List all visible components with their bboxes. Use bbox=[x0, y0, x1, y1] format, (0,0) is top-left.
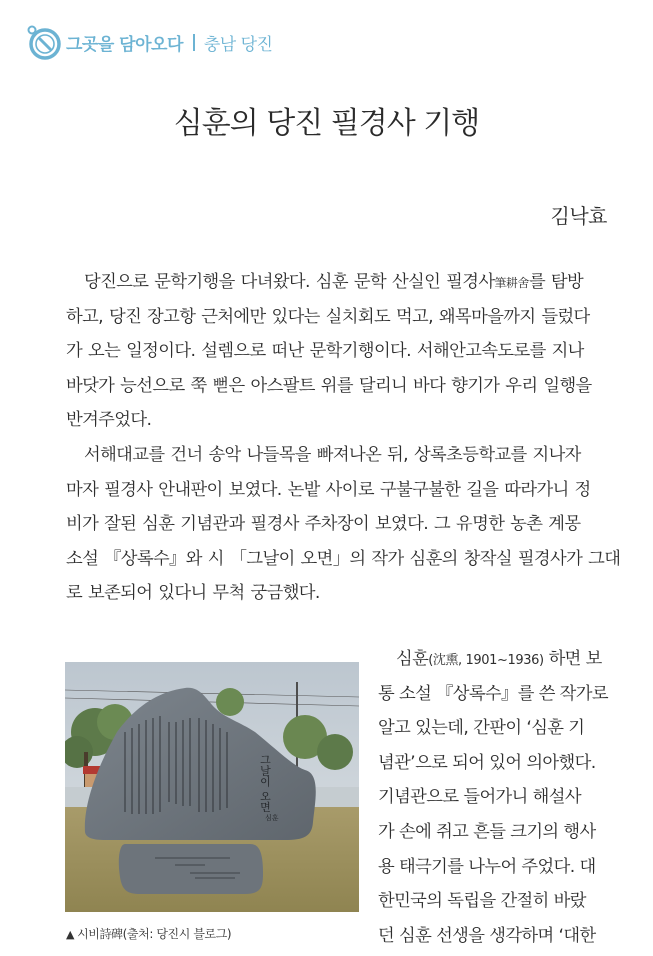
text-line: 가 오는 일정이다. 설렘으로 떠난 문학기행이다. 서해안고속도로를 지나 bbox=[66, 341, 584, 362]
text-line: 로 보존되어 있다니 무척 궁금했다. bbox=[66, 583, 320, 604]
article-title: 심훈의 당진 필경사 기행 bbox=[173, 106, 480, 141]
paragraph-2 bbox=[66, 438, 621, 611]
text-line: 당진으로 문학기행을 다녀왔다. 심훈 문학 산실인 필경사筆耕舍를 탐방 bbox=[84, 272, 584, 292]
text-line: 바닷가 능선으로 쭉 뻗은 아스팔트 위를 달리니 바다 향기가 우리 일행을 bbox=[66, 375, 592, 396]
text-line: 하고, 당진 장고항 근처에만 있다는 실치회도 먹고, 왜목마을까지 들렀다 bbox=[66, 306, 590, 327]
article-author: 김낙효 bbox=[550, 204, 607, 228]
text-line: 던 심훈 선생을 생각하며 ‘대한 bbox=[378, 925, 596, 946]
hanja-annotation: 筆耕舍 bbox=[494, 276, 529, 290]
region-label: 충남 당진 bbox=[203, 34, 273, 55]
text-line: 용 태극기를 나누어 주었다. 대 bbox=[378, 856, 596, 877]
text-line: 기념관으로 들어가니 해설사 bbox=[378, 787, 581, 808]
paragraph-3 bbox=[378, 642, 610, 953]
text-line: 념관’으로 되어 있어 의아했다. bbox=[378, 752, 596, 773]
stone-poem-author: 심훈 bbox=[265, 814, 279, 822]
compass-icon bbox=[24, 23, 62, 61]
text-line: 한민국의 독립을 간절히 바랐 bbox=[378, 891, 586, 912]
text-line: 서해대교를 건너 송악 나들목을 빠져나온 뒤, 상록초등학교를 지나자 bbox=[84, 445, 581, 465]
name-annotation: (沈熏, 1901~1936) bbox=[428, 653, 544, 668]
text-line: 마자 필경사 안내판이 보였다. 논밭 사이로 구불구불한 길을 따라가니 정 bbox=[66, 479, 591, 500]
series-title: 그곳을 담아오다 bbox=[66, 34, 183, 55]
text-line: 알고 있는데, 간판이 ‘심훈 기 bbox=[378, 718, 585, 739]
monument-photo bbox=[65, 662, 359, 912]
header-divider bbox=[193, 34, 195, 51]
paragraph-1 bbox=[66, 265, 606, 438]
stone-poem-title: 그날이 오면 bbox=[258, 754, 272, 813]
text-line: 심훈(沈熏, 1901~1936) 하면 보 bbox=[396, 649, 602, 669]
text-line: 반겨주었다. bbox=[66, 410, 152, 431]
triangle-up-icon: ▲ bbox=[66, 928, 75, 941]
figure-caption bbox=[66, 925, 231, 942]
section-header bbox=[24, 24, 272, 60]
text-line: 소설 『상록수』와 시 「그날이 오면」의 작가 심훈의 창작실 필경사가 그대 bbox=[66, 548, 621, 569]
text-line: 가 손에 쥐고 흔들 크기의 행사 bbox=[378, 821, 596, 842]
text-line: 비가 잘된 심훈 기념관과 필경사 주차장이 보였다. 그 유명한 농촌 계몽 bbox=[66, 514, 581, 535]
text-line: 통 소설 『상록수』를 쓴 작가로 bbox=[378, 683, 608, 704]
poem-monument-image bbox=[65, 662, 359, 912]
caption-text: 시비詩碑(출처: 당진시 블로그) bbox=[77, 927, 232, 941]
